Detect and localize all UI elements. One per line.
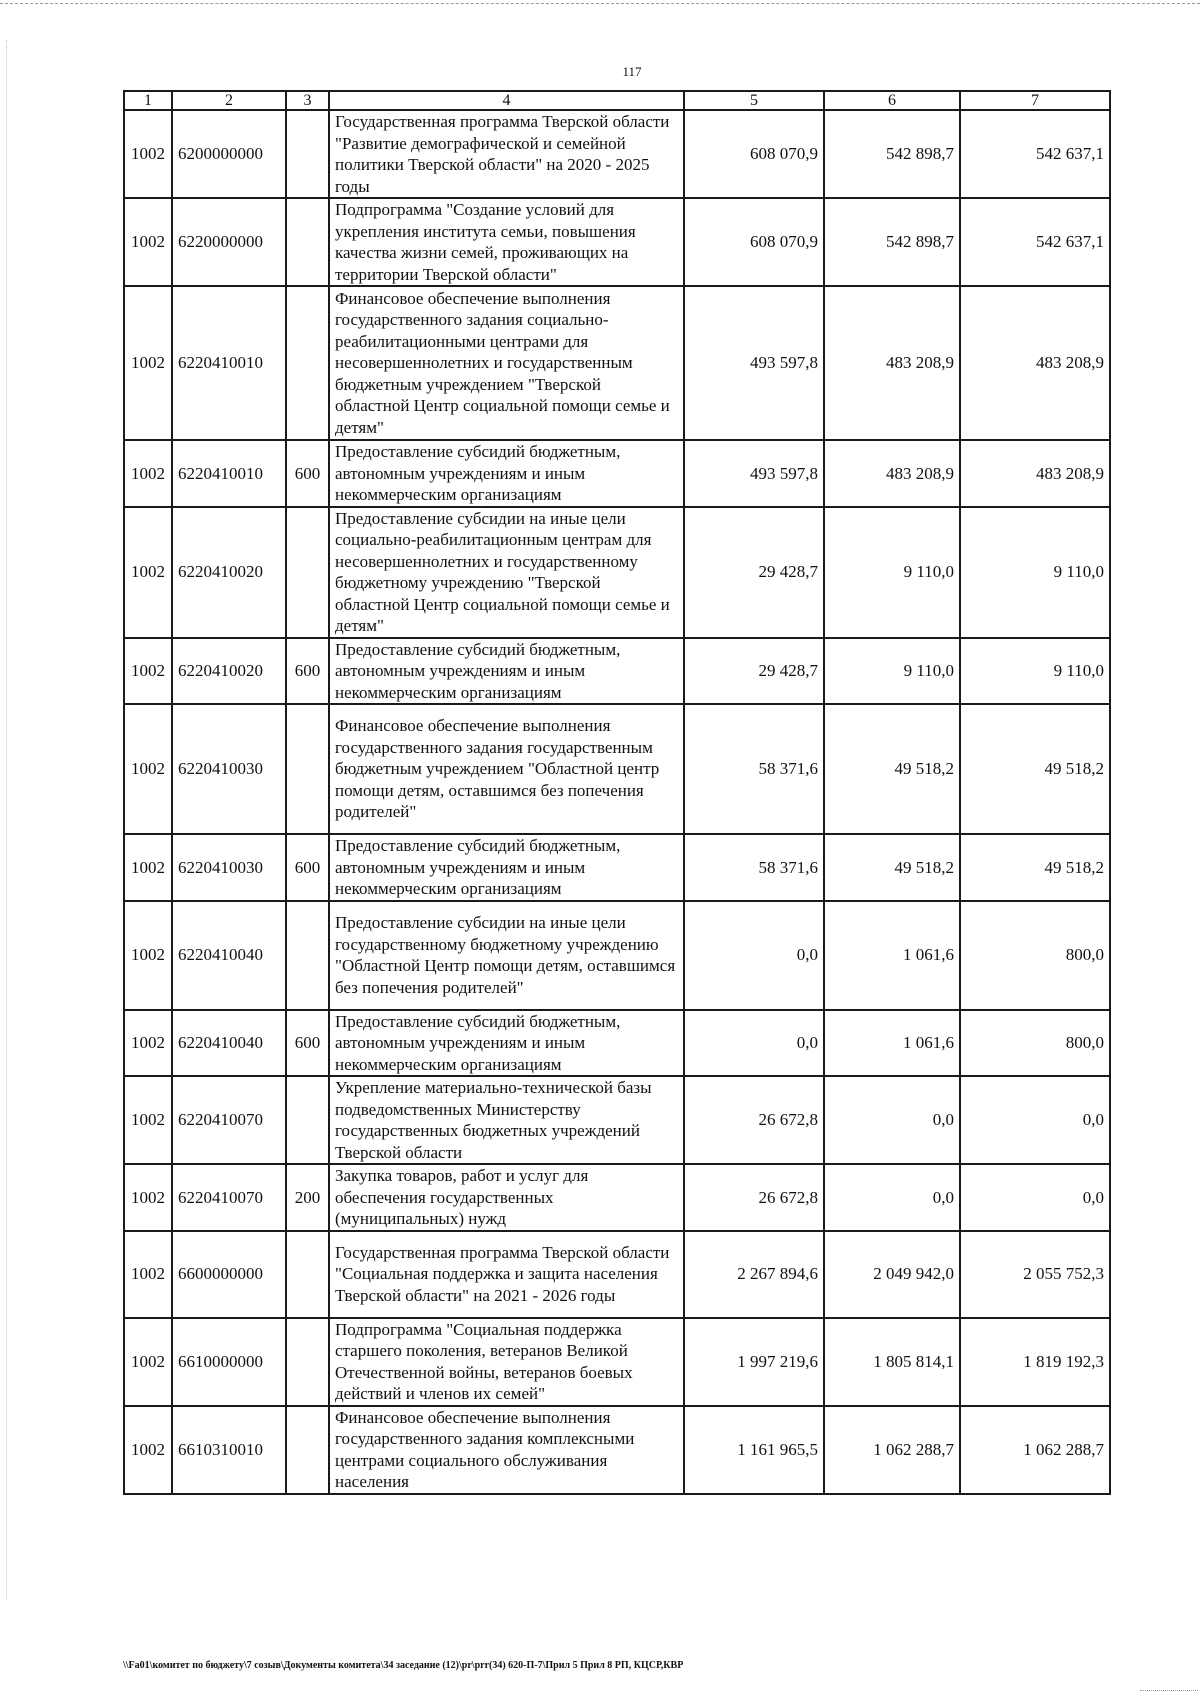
cell-target-code: 6220410020 [172,507,286,638]
column-header: 4 [329,91,684,110]
table-row [124,704,1110,834]
cell-target-code: 6610310010 [172,1406,286,1494]
cell-description: Укрепление материально-технической базы подведомственных Министерству государственных бюджетных учреждений Тверской области [329,1076,684,1164]
cell-amount-col7: 1 062 288,7 [960,1406,1110,1494]
cell-amount-col6: 542 898,7 [824,110,960,198]
cell-expense-type [286,901,329,1010]
table-row [124,638,1110,705]
cell-amount-col7: 483 208,9 [960,440,1110,507]
cell-description: Государственная программа Тверской области "Развитие демографической и семейной политики Тверской области" на 2020 - 2025 годы [329,110,684,198]
table-row [124,440,1110,507]
cell-section-code: 1002 [124,507,172,638]
cell-description: Предоставление субсидий бюджетным, автономным учреждениям и иным некоммерческим организациям [329,834,684,901]
cell-amount-col6: 9 110,0 [824,507,960,638]
cell-target-code: 6200000000 [172,110,286,198]
cell-section-code: 1002 [124,704,172,834]
cell-amount-col7: 0,0 [960,1076,1110,1164]
cell-amount-col7: 542 637,1 [960,110,1110,198]
cell-target-code: 6610000000 [172,1318,286,1406]
page-number: 117 [622,64,642,79]
cell-target-code: 6220410010 [172,286,286,440]
header-row [124,91,1110,110]
cell-expense-type [286,110,329,198]
column-header: 1 [124,91,172,110]
cell-section-code: 1002 [124,1406,172,1494]
cell-target-code: 6220000000 [172,198,286,286]
cell-amount-col5: 493 597,8 [684,286,824,440]
cell-section-code: 1002 [124,110,172,198]
cell-amount-col7: 800,0 [960,1010,1110,1077]
cell-section-code: 1002 [124,1231,172,1318]
cell-section-code: 1002 [124,1010,172,1077]
cell-expense-type [286,507,329,638]
cell-section-code: 1002 [124,1164,172,1231]
cell-expense-type: 600 [286,638,329,705]
cell-amount-col6: 1 062 288,7 [824,1406,960,1494]
cell-amount-col6: 542 898,7 [824,198,960,286]
cell-expense-type [286,198,329,286]
cell-section-code: 1002 [124,440,172,507]
cell-amount-col7: 0,0 [960,1164,1110,1231]
table-row [124,901,1110,1010]
cell-amount-col7: 1 819 192,3 [960,1318,1110,1406]
cell-target-code: 6220410040 [172,1010,286,1077]
cell-amount-col5: 26 672,8 [684,1164,824,1231]
cell-section-code: 1002 [124,198,172,286]
cell-expense-type: 600 [286,440,329,507]
cell-description: Предоставление субсидий бюджетным, автономным учреждениям и иным некоммерческим организациям [329,638,684,705]
cell-amount-col6: 9 110,0 [824,638,960,705]
scan-artifact-bottom-line [1140,1690,1198,1691]
table-body [124,110,1110,1494]
cell-description: Предоставление субсидии на иные цели государственному бюджетному учреждению "Областной Центр помощи детям, оставшимся без попечения родителей" [329,901,684,1010]
cell-section-code: 1002 [124,638,172,705]
cell-target-code: 6600000000 [172,1231,286,1318]
cell-amount-col5: 493 597,8 [684,440,824,507]
cell-amount-col5: 0,0 [684,901,824,1010]
cell-amount-col5: 1 161 965,5 [684,1406,824,1494]
cell-description: Финансовое обеспечение выполнения государственного задания социально-реабилитационными центрами для несовершеннолетних и государственным бюджетным учреждением "Тверской областной Центр социальной помощи семье и детям" [329,286,684,440]
cell-section-code: 1002 [124,834,172,901]
column-header: 3 [286,91,329,110]
cell-target-code: 6220410010 [172,440,286,507]
cell-amount-col6: 0,0 [824,1164,960,1231]
cell-amount-col6: 0,0 [824,1076,960,1164]
cell-target-code: 6220410030 [172,834,286,901]
cell-section-code: 1002 [124,901,172,1010]
cell-description: Предоставление субсидии на иные цели социально-реабилитационным центрам для несовершеннолетних и государственному бюджетному учреждению "Тверской областной Центр социальной помощи семье и детям" [329,507,684,638]
table-row [124,286,1110,440]
cell-amount-col7: 49 518,2 [960,834,1110,901]
cell-amount-col7: 2 055 752,3 [960,1231,1110,1318]
table-row [124,1318,1110,1406]
cell-amount-col7: 483 208,9 [960,286,1110,440]
cell-target-code: 6220410040 [172,901,286,1010]
cell-amount-col5: 26 672,8 [684,1076,824,1164]
cell-amount-col5: 2 267 894,6 [684,1231,824,1318]
cell-expense-type: 600 [286,834,329,901]
table-row [124,1164,1110,1231]
cell-section-code: 1002 [124,1318,172,1406]
cell-expense-type [286,1318,329,1406]
table-row [124,1010,1110,1077]
cell-description: Подпрограмма "Создание условий для укрепления института семьи, повышения качества жизни семей, проживающих на территории Тверской области" [329,198,684,286]
cell-amount-col6: 1 061,6 [824,901,960,1010]
cell-amount-col6: 2 049 942,0 [824,1231,960,1318]
cell-amount-col5: 608 070,9 [684,198,824,286]
cell-target-code: 6220410070 [172,1164,286,1231]
cell-target-code: 6220410070 [172,1076,286,1164]
table-row [124,110,1110,198]
table-header [124,91,1110,110]
cell-amount-col5: 58 371,6 [684,704,824,834]
column-header: 5 [684,91,824,110]
cell-amount-col7: 49 518,2 [960,704,1110,834]
cell-expense-type [286,286,329,440]
table-row [124,834,1110,901]
footer-file-path: \\Fa01\комитет по бюджету\7 созыв\Документы комитета\34 заседание (12)\pr\prr(34) 620-П-7\Прил 5 Прил 8 РП, КЦСР,КВР [123,1660,684,1671]
cell-description: Финансовое обеспечение выполнения государственного задания комплексными центрами социального обслуживания населения [329,1406,684,1494]
cell-amount-col6: 1 805 814,1 [824,1318,960,1406]
cell-expense-type [286,1406,329,1494]
cell-description: Предоставление субсидий бюджетным, автономным учреждениям и иным некоммерческим организациям [329,440,684,507]
cell-target-code: 6220410020 [172,638,286,705]
cell-description: Финансовое обеспечение выполнения государственного задания государственным бюджетным учреждением "Областной центр помощи детям, оставшимся без попечения родителей" [329,704,684,834]
cell-description: Предоставление субсидий бюджетным, автономным учреждениям и иным некоммерческим организациям [329,1010,684,1077]
cell-amount-col6: 49 518,2 [824,834,960,901]
table-row [124,198,1110,286]
table-row [124,1231,1110,1318]
cell-amount-col5: 608 070,9 [684,110,824,198]
column-header: 2 [172,91,286,110]
budget-table [123,90,1111,1495]
cell-amount-col6: 483 208,9 [824,440,960,507]
cell-expense-type [286,1231,329,1318]
cell-amount-col5: 0,0 [684,1010,824,1077]
cell-description: Закупка товаров, работ и услуг для обеспечения государственных (муниципальных) нужд [329,1164,684,1231]
column-header: 6 [824,91,960,110]
table-row [124,1406,1110,1494]
cell-section-code: 1002 [124,1076,172,1164]
scan-artifact-left-edge [6,40,7,1600]
cell-section-code: 1002 [124,286,172,440]
table-row [124,507,1110,638]
cell-amount-col7: 9 110,0 [960,507,1110,638]
cell-amount-col6: 1 061,6 [824,1010,960,1077]
cell-expense-type: 200 [286,1164,329,1231]
column-header: 7 [960,91,1110,110]
cell-expense-type: 600 [286,1010,329,1077]
cell-description: Государственная программа Тверской области "Социальная поддержка и защита населения Тверской области" на 2021 - 2026 годы [329,1231,684,1318]
cell-amount-col5: 29 428,7 [684,638,824,705]
cell-amount-col7: 800,0 [960,901,1110,1010]
table-row [124,1076,1110,1164]
cell-expense-type [286,704,329,834]
cell-expense-type [286,1076,329,1164]
cell-amount-col6: 49 518,2 [824,704,960,834]
cell-amount-col7: 542 637,1 [960,198,1110,286]
cell-amount-col5: 1 997 219,6 [684,1318,824,1406]
cell-description: Подпрограмма "Социальная поддержка старшего поколения, ветеранов Великой Отечественной войны, ветеранов боевых действий и членов их семей" [329,1318,684,1406]
cell-amount-col5: 58 371,6 [684,834,824,901]
cell-amount-col7: 9 110,0 [960,638,1110,705]
cell-amount-col5: 29 428,7 [684,507,824,638]
cell-amount-col6: 483 208,9 [824,286,960,440]
scan-artifact-top-line [0,3,1200,4]
cell-target-code: 6220410030 [172,704,286,834]
